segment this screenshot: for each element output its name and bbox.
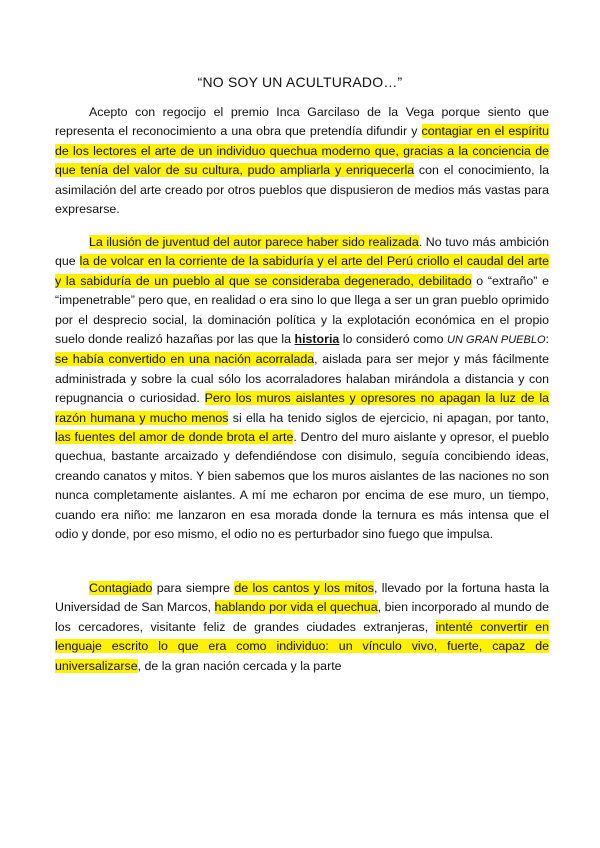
highlighted-text: Contagiado [89, 581, 153, 595]
text-segment: , bien incorporado al mundo de los cercadores, visitante feliz de grandes ciudades extranjeras, [55, 600, 549, 634]
text-segment: , llevado por la fortuna hasta la Universidad de San Marcos, [55, 581, 550, 615]
highlighted-text: se había convertido en una nación acorralada [55, 352, 315, 367]
text-segment: : [545, 332, 549, 347]
text-segment: Acepto con regocijo el premio Inca Garcilaso de la Vega porque siento que representa el reconocimiento a una obra que pretendía difundir y [55, 105, 549, 139]
paragraph-3 [55, 579, 549, 676]
highlighted-text: las fuentes del amor de donde brota el arte [55, 430, 294, 445]
highlighted-text: la de volcar en la corriente de la sabiduría y el arte del Perú criollo el caudal del arte y la sabiduría de un pueblo al que se consideraba degenerado, debilitado [55, 254, 550, 288]
italic-text: UN GRAN PUEBLO [447, 334, 546, 347]
text-segment: . No tuvo más ambición que [55, 235, 549, 269]
text-segment: para siempre [152, 581, 235, 595]
text-segment: , de la gran nación cercada y la parte [137, 658, 342, 673]
highlighted-text: contagiar en el espíritu de los lectores el arte de un individuo quechua moderno que, gracias a la conciencia de que tenía del valor de su cultura, pudo ampliarla y enriquecerla [55, 124, 550, 178]
document-title: “NO SOY UN ACULTURADO…” [197, 74, 403, 90]
text-segment: con el conocimiento, la asimilación del arte creado por otros pueblos que dispusieron de medios más vastas para expresarse. [55, 163, 549, 217]
highlighted-text: de los cantos y los mitos [234, 581, 374, 595]
highlighted-text: La ilusión de juventud del autor parece haber sido realizada [89, 235, 419, 249]
paragraph-1 [55, 103, 549, 219]
highlighted-text: Pero los muros aislantes y opresores no apagan la luz de la razón humana y mucho menos [55, 391, 549, 425]
highlighted-text: intenté convertir en lenguaje escrito lo que era como individuo: un vínculo vivo, fuerte, capaz de universalizarse [55, 619, 549, 673]
paragraph-2 [55, 233, 549, 545]
underlined-bold-text: historia [294, 332, 340, 347]
text-segment: . Dentro del muro aislante y opresor, el pueblo quechua, bastante arcaizado y defendiéndose con disimulo, seguía concibiendo ideas, creando canatos y mitos. Y bien sabemos que los muros aislantes de las naciones no son nunca completamente aislantes. A mí me echaron por encima de ese muro, un tiempo, cuando era niño: me lanzaron en esa morada donde la ternura es más intensa que el odio y donde, por eso mismo, el odio no es perturbador sino fuego que impulsa. [55, 430, 550, 542]
text-segment: lo consideró como [339, 332, 447, 347]
text-segment: , aislada para ser mejor y más fácilmente administrada y sobre la cual sólo los acorraladores halaban mirándola a distancia y con repugnancia o curiosidad. [55, 352, 549, 406]
highlighted-text: hablando por vida el quechua [214, 600, 378, 615]
text-segment: si ella ha tenido siglos de ejercicio, ni apagan, por tanto, [228, 410, 549, 425]
text-segment: o “extraño” e “impenetrable” pero que, en realidad o era sino lo que llega a ser un gran pueblo oprimido por el desprecio social, la dominación política y la explotación económica en el propio suelo donde realizó hazañas por las que la [55, 273, 549, 347]
